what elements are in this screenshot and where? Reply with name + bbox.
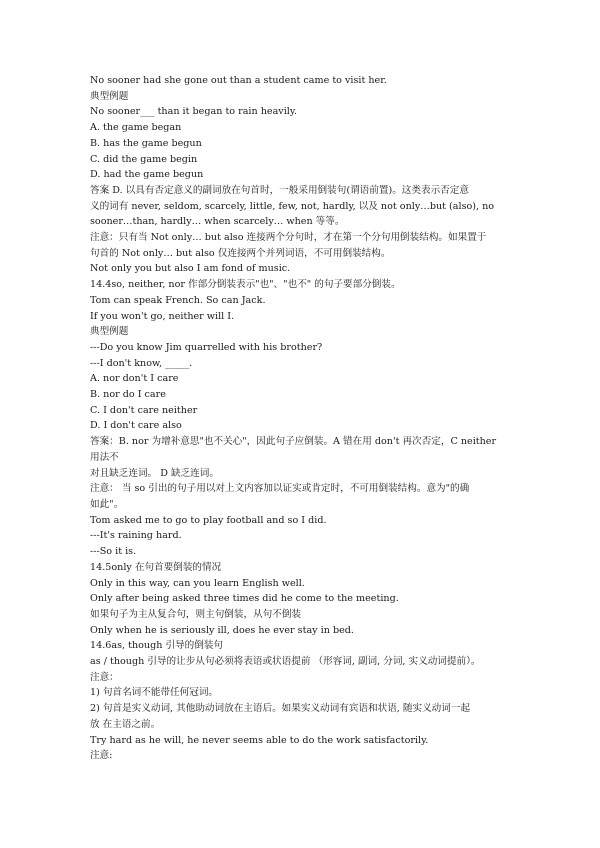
text-line: 典型例题 [90, 326, 129, 338]
text-line: Not only you but also I am fond of music. [90, 263, 291, 275]
text-line: A. the game began [90, 122, 182, 134]
text-line: C. I don't care neither [90, 404, 198, 416]
text-line: ---So it is. [90, 546, 137, 558]
text-line: 答案 D. 以具有否定意义的副词放在句首时，一般采用倒装句(谓语前置)。这类表示否定意 [90, 184, 469, 196]
text-line: ---It's raining hard. [90, 530, 182, 542]
text-line: 2) 句首是实义动词, 其他助动词放在主语后。如果实义动词有宾语和状语, 随实义动词一起 [90, 703, 471, 715]
text-line: Tom asked me to go to play football and so I did. [90, 514, 327, 526]
text-line: D. I don't care also [90, 420, 182, 432]
text-line: 注意： [90, 671, 119, 683]
text-line: 用法不 [90, 451, 119, 463]
text-line: If you won't go, neither will I. [90, 310, 235, 322]
text-line: 14.5only 在句首要倒装的情况 [90, 561, 222, 573]
text-line: Only after being asked three times did he come to the meeting. [90, 593, 399, 605]
text-line: 14.4so, neither, nor 作部分倒装表示"也"、"也不" 的句子要部分倒装。 [90, 279, 401, 291]
text-line: 对且缺乏连词。 D 缺乏连词。 [90, 467, 219, 479]
text-line: sooner…than, hardly… when scarcely… when 等等。 [90, 216, 345, 228]
text-line: 1) 句首名词不能带任何冠词。 [90, 687, 219, 699]
text-line: No sooner___ than it began to rain heavily. [90, 106, 298, 118]
text-line: 句首的 Not only… but also 仅连接两个并列词语，不可用倒装结构。 [90, 247, 391, 259]
text-line: 典型例题 [90, 90, 129, 102]
text-line: 14.6as, though 引导的倒装句 [90, 640, 224, 652]
text-line: 注意： 当 so 引出的句子用以对上文内容加以证实或肯定时，不可用倒装结构。意为"的确 [90, 483, 470, 495]
text-line: as / though 引导的让步从句必须将表语或状语提前 （形容词, 副词, 分词, 实义动词提前）。 [90, 656, 481, 668]
text-line: 注意：只有当 Not only… but also 连接两个分句时，才在第一个分句用倒装结构。如果置于 [90, 232, 487, 244]
text-line: 如此"。 [90, 498, 124, 510]
text-line: ---I don't know, _____. [90, 357, 193, 369]
text-line: ---Do you know Jim quarrelled with his brother? [90, 341, 323, 353]
text-line: 义的词有 never, seldom, scarcely, little, few, not, hardly, 以及 not only…but (also), no [90, 200, 495, 212]
text-line: 注意: [90, 750, 113, 762]
text-line: Only in this way, can you learn English well. [90, 577, 305, 589]
text-line: No sooner had she gone out than a student came to visit her. [90, 75, 387, 86]
text-line: B. has the game begun [90, 137, 202, 149]
text-line: D. had the game begun [90, 169, 204, 181]
text-line: 如果句子为主从复合句，则主句倒装，从句不倒装 [90, 608, 302, 620]
text-line: A. nor don't I care [90, 373, 179, 385]
text-line: C. did the game begin [90, 153, 198, 165]
text-line: 答案：B. nor 为增补意思"也不关心"，因此句子应倒装。A 错在用 don't 再次否定，C neither [90, 436, 497, 448]
text-line: 放 在主语之前。 [90, 718, 161, 730]
document-body [90, 73, 520, 764]
text-line: B. nor do I care [90, 389, 166, 401]
text-line: Tom can speak French. So can Jack. [90, 294, 266, 306]
text-line: Only when he is seriously ill, does he ever stay in bed. [90, 624, 354, 636]
text-line: Try hard as he will, he never seems able to do the work satisfactorily. [90, 734, 429, 746]
